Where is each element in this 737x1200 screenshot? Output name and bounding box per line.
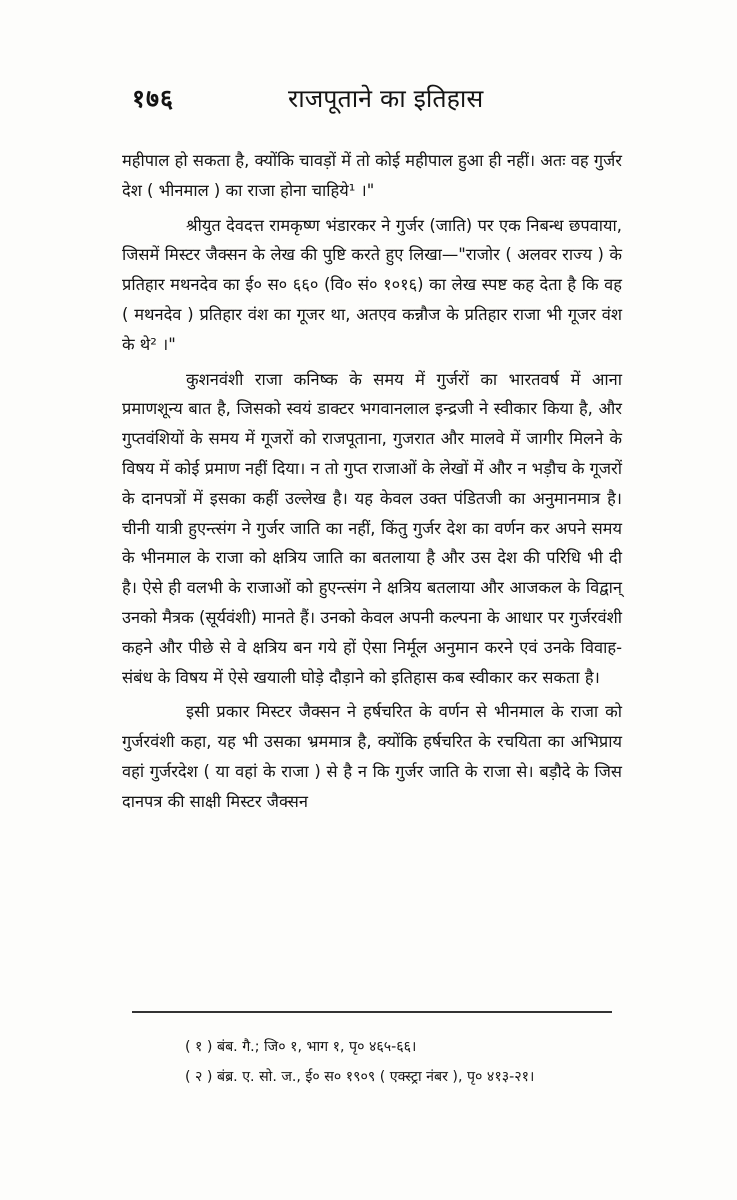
paragraph: श्रीयुत देवदत्त रामकृष्ण भंडारकर ने गुर्जर (जाति) पर एक निबन्ध छपवाया, जिसमें मिस्टर जैक्सन के लेख की पुष्टि करते हुए लिखा—"राजोर ( अलवर राज्य ) के प्रतिहार मथनदेव का ई० स० ६६० (वि० सं० १०१६) का लेख स्पष्ट कह देता है कि वह ( मथनदेव ) प्रतिहार वंश का गूजर था, अतएव कन्नौज के प्रतिहार राजा भी गूजर वंश के थे² ।"	[122, 215, 622, 354]
footnote: ( १ ) बंब. गै.; जि० १, भाग १, पृ० ४६५-६६।	[185, 1039, 417, 1055]
footnotes	[185, 1032, 625, 1092]
page-number: १७६	[132, 84, 175, 113]
running-title: राजपूताने का इतिहास	[288, 84, 484, 113]
paragraph: इसी प्रकार मिस्टर जैक्सन ने हर्षचरित के वर्णन से भीनमाल के राजा को गुर्जरवंशी कहा, यह भी उसका भ्रममात्र है, क्योंकि हर्षचरित के रचयिता का अभिप्राय वहां गुर्जरदेश ( या वहां के राजा ) से है न कि गुर्जर जाति के राजा से। बड़ौदे के जिस दानपत्र की साक्षी मिस्टर जैक्सन	[122, 702, 622, 811]
paragraph: कुशनवंशी राजा कनिष्क के समय में गुर्जरों का भारतवर्ष में आना प्रमाणशून्य बात है, जिसको स्वयं डाक्टर भगवानलाल इन्द्रजी ने स्वीकार किया है, और गुप्तवंशियों के समय में गूजरों को राजपूताना, गुजरात और मालवे में जागीर मिलने के विषय में कोई प्रमाण नहीं दिया। न तो गुप्त राजाओं के लेखों में और न भड़ौच के गूजरों के दानपत्रों में इसका कहीं उल्लेख है। यह केवल उक्त पंडितजी का अनुमानमात्र है। चीनी यात्री हुएन्त्संग ने गुर्जर जाति का नहीं, किंतु गुर्जर देश का वर्णन कर अपने समय के भीनमाल के राजा को क्षत्रिय जाति का बतलाया है और उस देश की परिधि भी दी है। ऐसे ही वलभी के राजाओं को हुएन्त्संग ने क्षत्रिय बतलाया और आजकल के विद्वान् उनको मैत्रक (सूर्यवंशी) मानते हैं। उनको केवल अपनी कल्पना के आधार पर गुर्जरवंशी कहने और पीछे से वे क्षत्रिय बन गये हों ऐसा निर्मूल अनुमान करने एवं उनके विवाह-संबंध के विषय में ऐसे खयाली घोड़े दौड़ाने को इतिहास कब स्वीकार कर सकता है।	[122, 369, 622, 687]
footnote-divider	[132, 1011, 612, 1013]
page-header	[132, 78, 632, 118]
body-text	[122, 146, 622, 817]
paragraph: महीपाल हो सकता है, क्योंकि चावड़ों में तो कोई महीपाल हुआ ही नहीं। अतः वह गुर्जर देश ( भीनमाल ) का राजा होना चाहिये¹ ।"	[122, 151, 622, 200]
footnote: ( २ ) बंब्र. ए. सो. ज., ई० स० १९०९ ( एक्स्ट्रा नंबर ), पृ० ४१३-२१।	[185, 1069, 535, 1085]
